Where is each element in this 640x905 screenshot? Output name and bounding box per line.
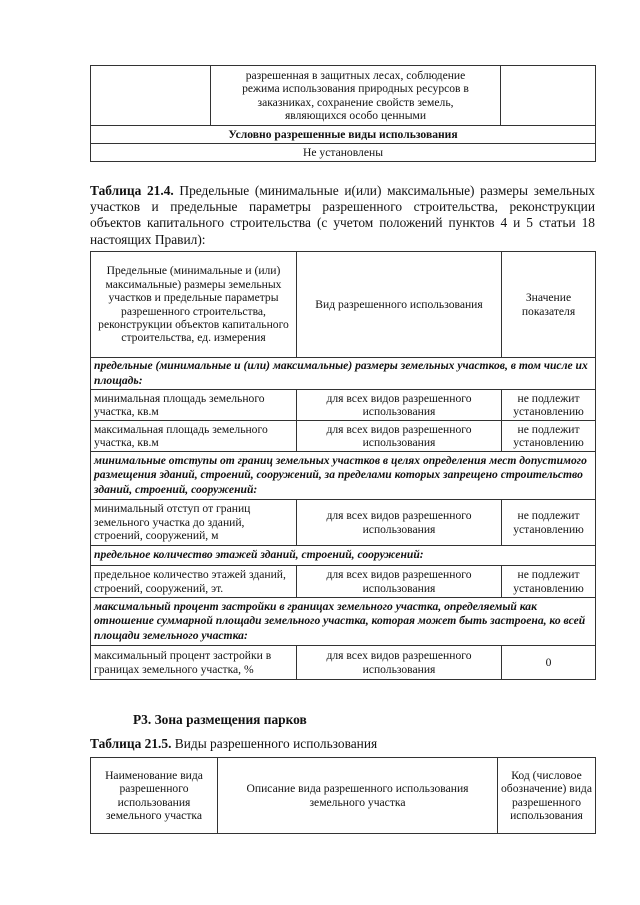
table-row <box>91 566 596 598</box>
section-row <box>91 452 596 500</box>
permitted-use-description: разрешенная в защитных лесах, соблюдение режима использования природных ресурсов в заказниках, сохранение свойств земель, являющихся особо ценными <box>211 66 501 126</box>
use-cell: для всех видов разрешенного использования <box>297 500 502 546</box>
header-use-description: Описание вида разрешенного использования земельного участка <box>218 758 498 834</box>
value-cell: не подлежит установлению <box>502 421 596 452</box>
table-21-4-caption <box>90 183 595 248</box>
header-use-name: Наименование вида разрешенного использования земельного участка <box>91 758 218 834</box>
section-row <box>91 546 596 566</box>
param-cell: минимальный отступ от границ земельного участка до зданий, строений, сооружений, м <box>91 500 297 546</box>
value-cell: не подлежит установлению <box>502 390 596 421</box>
table-21-4-caption-text: Предельные (минимальные и(или) максимальные) размеры земельных участков и предельные параметры разрешенного строительства, реконструкции объектов капитального строительства (с учетом положений пунктов 4 и 5 статьи 18 настоящих Правил): <box>90 183 595 247</box>
section-row <box>91 598 596 646</box>
table-cell <box>501 66 596 126</box>
section-title: минимальные отступы от границ земельных участков в целях определения мест допустимого размещения зданий, строений, сооружений, за пределами которых запрещено строительство зданий, строений, сооружений: <box>91 452 596 500</box>
param-cell: максимальный процент застройки в границах земельного участка, % <box>91 646 297 680</box>
param-cell: предельное количество этажей зданий, строений, сооружений, эт. <box>91 566 297 598</box>
conditional-uses-value: Не установлены <box>91 144 596 162</box>
table-row <box>91 500 596 546</box>
value-cell: не подлежит установлению <box>502 500 596 546</box>
table-row <box>91 390 596 421</box>
section-row <box>91 358 596 390</box>
table-top-fragment <box>90 65 596 162</box>
table-21-5-label: Таблица 21.5. <box>90 736 172 751</box>
section-title: максимальный процент застройки в границах земельного участка, определяемый как отношение суммарной площади земельного участка, которая может быть застроена, ко всей площади земельного участка: <box>91 598 596 646</box>
header-value: Значение показателя <box>502 252 596 358</box>
value-cell: 0 <box>502 646 596 680</box>
value-cell: не подлежит установлению <box>502 566 596 598</box>
header-param: Предельные (минимальные и (или) максимальные) размеры земельных участков и предельные параметры разрешенного строительства, реконструкции объектов капитального строительства, ед. измерения <box>91 252 297 358</box>
table-row <box>91 421 596 452</box>
table-21-5-caption-text: Виды разрешенного использования <box>174 736 378 751</box>
section-title: предельные (минимальные и (или) максимальные) размеры земельных участков, в том числе их площадь: <box>91 358 596 390</box>
param-cell: максимальная площадь земельного участка, кв.м <box>91 421 297 452</box>
use-cell: для всех видов разрешенного использования <box>297 646 502 680</box>
table-21-4-label: Таблица 21.4. <box>90 183 174 198</box>
table-21-4 <box>90 251 596 680</box>
zone-title: Р3. Зона размещения парков <box>133 712 307 727</box>
use-cell: для всех видов разрешенного использования <box>297 390 502 421</box>
table-header-row <box>91 758 596 834</box>
table-row <box>91 646 596 680</box>
table-21-5 <box>90 757 596 834</box>
section-title: предельное количество этажей зданий, строений, сооружений: <box>91 546 596 566</box>
table-row <box>91 126 596 144</box>
use-cell: для всех видов разрешенного использования <box>297 566 502 598</box>
table-21-5-caption <box>90 736 377 752</box>
table-row <box>91 66 596 126</box>
table-cell <box>91 66 211 126</box>
header-use: Вид разрешенного использования <box>297 252 502 358</box>
use-cell: для всех видов разрешенного использования <box>297 421 502 452</box>
table-row <box>91 144 596 162</box>
param-cell: минимальная площадь земельного участка, кв.м <box>91 390 297 421</box>
header-use-code: Код (числовое обозначение) вида разрешенного использования <box>498 758 596 834</box>
table-header-row <box>91 252 596 358</box>
conditional-uses-heading: Условно разрешенные виды использования <box>91 126 596 144</box>
